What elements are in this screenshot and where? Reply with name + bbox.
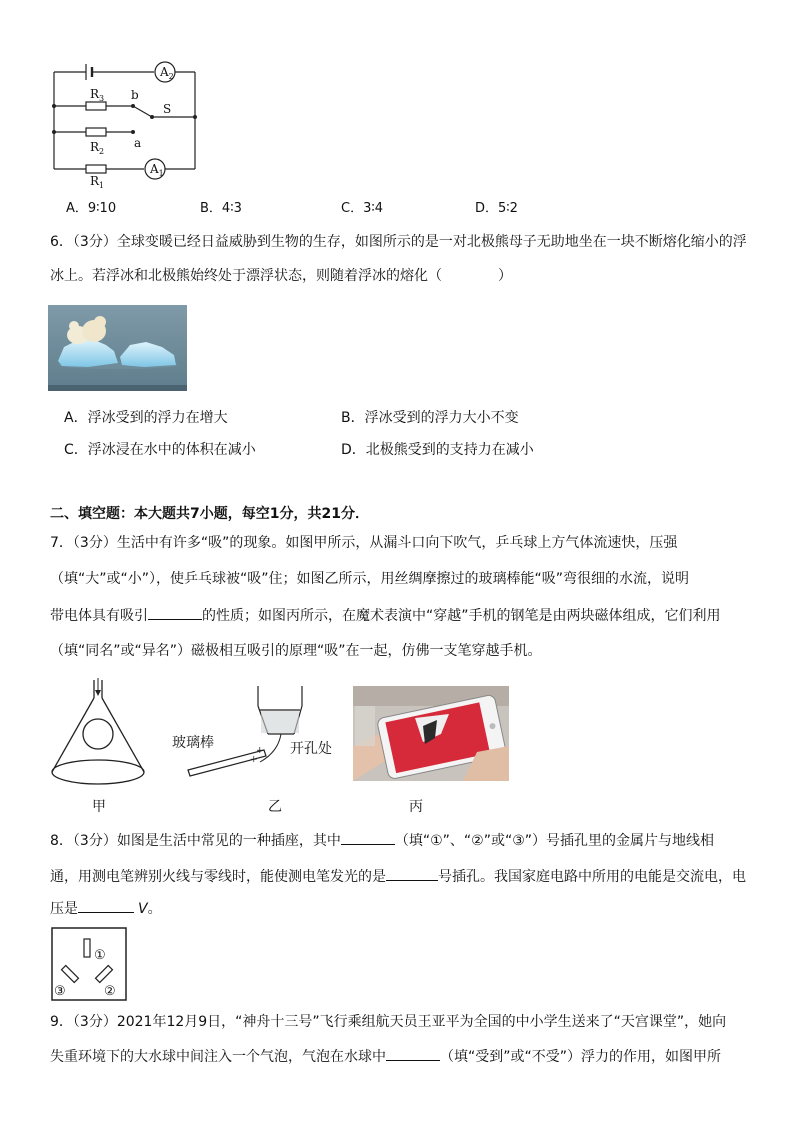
switch-s bbox=[133, 106, 152, 117]
svg-text:+: + bbox=[256, 746, 264, 756]
q8-blank-3[interactable] bbox=[78, 898, 134, 913]
polar-bear-photo bbox=[48, 305, 187, 391]
q8-blank-1[interactable] bbox=[341, 830, 395, 845]
q9-line1: 9．（3分）2021年12月9日，“神舟十三号”飞行乘组航天员王亚平为全国的中小学生送来了“天宫课堂”，她向 bbox=[50, 1014, 727, 1030]
q8-line1: 8．（3分）如图是生活中常见的一种插座，其中 （填“①”、“②”或“③”）号插孔里的金属片与地线相 bbox=[50, 830, 714, 851]
q5-option-a[interactable]: A．9∶10 bbox=[66, 201, 117, 216]
q6-stem-line1: 6．（3分）全球变暖已经日益威胁到生物的生存，如图所示的是一对北极熊母子无助地坐在一块不断熔化缩小的浮 bbox=[50, 234, 747, 250]
label-r1: $R_1$ bbox=[90, 174, 105, 188]
q6-option-a[interactable]: A．浮冰受到的浮力在增大 bbox=[64, 410, 228, 426]
section-title: 二、填空题：本大题共7小题，每空1分，共21分． bbox=[50, 506, 369, 522]
ping-pong-ball bbox=[83, 719, 113, 749]
q9-blank-1[interactable] bbox=[386, 1046, 440, 1061]
q7-line1: 7．（3分）生活中有许多“吸”的现象。如图甲所示，从漏斗口向下吹气，乒乓球上方气体流速快，压强 bbox=[50, 535, 678, 551]
socket-label-1: ① bbox=[94, 948, 106, 963]
socket-figure bbox=[51, 927, 127, 1001]
q6-option-d[interactable]: D．北极熊受到的支持力在减小 bbox=[341, 442, 534, 458]
socket-hole-1 bbox=[84, 939, 90, 957]
circuit-diagram bbox=[40, 56, 210, 188]
label-a1: $A_1$ bbox=[150, 162, 164, 178]
svg-text:+: + bbox=[250, 755, 258, 765]
q8-line2: 通，用测电笔辨别火线与零线时，能使测电笔发光的是 号插孔。我国家庭电路中所用的电能是交流电，电 bbox=[50, 866, 746, 887]
glass-rod-label: 玻璃棒 bbox=[172, 735, 214, 751]
label-b: b bbox=[131, 88, 139, 102]
funnel-figure bbox=[48, 676, 156, 792]
magic-phone-photo bbox=[353, 686, 509, 781]
q7-blank-2[interactable] bbox=[148, 605, 202, 620]
q8-blank-2[interactable] bbox=[386, 866, 438, 881]
resistor-r3 bbox=[86, 102, 106, 110]
caption-bing: 丙 bbox=[409, 799, 423, 815]
hole-label: 开孔处 bbox=[290, 741, 332, 757]
q6-option-b[interactable]: B．浮冰受到的浮力大小不变 bbox=[341, 410, 519, 426]
label-r3: $R_3$ bbox=[90, 87, 105, 103]
caption-jia: 甲 bbox=[92, 799, 106, 815]
label-a: a bbox=[134, 136, 142, 150]
caption-yi: 乙 bbox=[268, 799, 282, 815]
resistor-r2 bbox=[86, 128, 106, 136]
label-r2: $R_2$ bbox=[90, 140, 105, 156]
socket-label-2: ② bbox=[104, 984, 116, 999]
label-s: S bbox=[163, 102, 172, 116]
q7-line2: （填“大”或“小”），使乒乓球被“吸”住；如图乙所示，用丝绸摩擦过的玻璃棒能“吸”弯很细的水流，说明 bbox=[50, 571, 690, 587]
socket-label-3: ③ bbox=[54, 984, 66, 999]
q6-option-c[interactable]: C．浮冰浸在水中的体积在减小 bbox=[64, 442, 256, 458]
q9-line2: 失重环境下的大水球中间注入一个气泡，气泡在水球中 （填“受到”或“不受”）浮力的作用，如图甲所 bbox=[50, 1046, 721, 1067]
q5-option-b[interactable]: B．4∶3 bbox=[200, 201, 242, 216]
q7-line3: 带电体具有吸引 的性质；如图丙所示，在魔术表演中“穿越”手机的钢笔是由两块磁体组成，它们利用 bbox=[50, 605, 721, 626]
q5-option-d[interactable]: D．5∶2 bbox=[475, 201, 518, 216]
label-a2: $A_2$ bbox=[160, 65, 174, 81]
q6-stem-line2: 冰上。若浮冰和北极熊始终处于漂浮状态，则随着浮冰的熔化（ ） bbox=[50, 268, 512, 284]
q7-line4: （填“同名”或“异名”）磁极相互吸引的原理“吸”在一起，仿佛一支笔穿越手机。 bbox=[50, 643, 542, 659]
q8-line3: 压是 V。 bbox=[50, 898, 162, 919]
resistor-r1 bbox=[86, 165, 106, 173]
q5-option-c[interactable]: C．3∶4 bbox=[341, 201, 384, 216]
